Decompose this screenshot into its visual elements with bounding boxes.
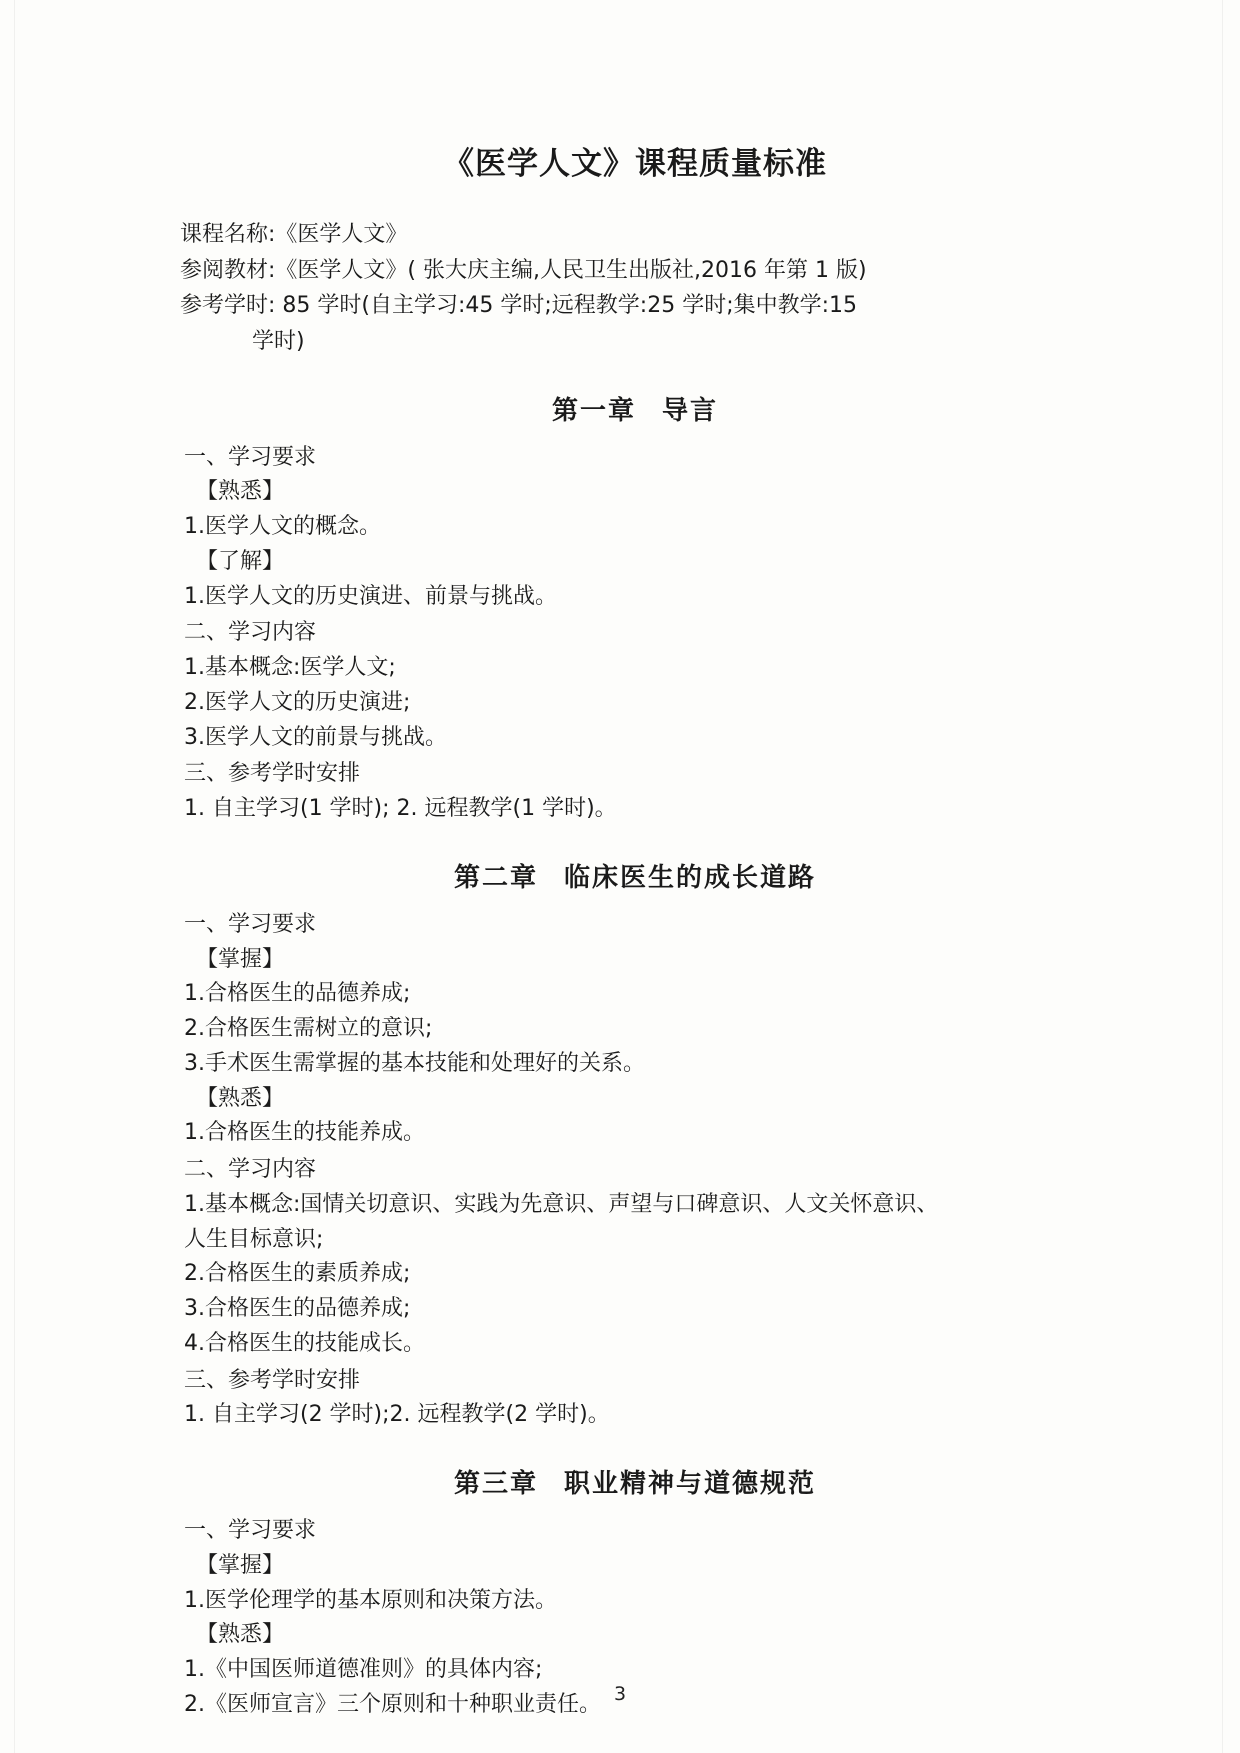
page-title: 《医学人文》课程质量标准	[443, 146, 827, 182]
scan-artifact-left	[14, 0, 15, 1753]
chapter-1-block-10: 1. 自主学习(1 学时); 2. 远程教学(1 学时)。	[184, 796, 617, 821]
chapter-1-block-7: 2.医学人文的历史演进;	[184, 689, 411, 715]
chapter-3-title	[180, 1463, 1090, 1500]
chapter-1-block-6: 1.基本概念:医学人文;	[184, 655, 396, 680]
meta-textbook: 参阅教材:《医学人文》( 张大庆主编,人民卫生出版社,2016 年第 1 版)	[180, 257, 867, 283]
meta-hours-cont: 学时)	[252, 328, 305, 354]
chapter-2-block-5: 【熟悉】	[196, 1085, 285, 1111]
chapter-3-block-1: 【掌握】	[196, 1552, 285, 1578]
chapter-2-title	[180, 857, 1090, 894]
chapter-2-block-13: 三、参考学时安排	[184, 1367, 361, 1393]
chapter-1-block-3: 【了解】	[196, 548, 285, 574]
scan-artifact-right	[1222, 0, 1223, 1753]
chapter-2-block-2: 1.合格医生的品德养成;	[184, 981, 411, 1007]
chapter-2-name: 临床医生的成长道路	[564, 862, 817, 893]
chapter-3-block-3: 【熟悉】	[196, 1622, 285, 1648]
chapter-3-block-5: 2.《医师宣言》三个原则和十种职业责任。	[184, 1691, 601, 1717]
course-meta	[180, 217, 1090, 360]
chapter-2	[180, 857, 1090, 1433]
meta-course-name: 课程名称:《医学人文》	[180, 222, 408, 247]
meta-hours: 参考学时: 85 学时(自主学习:45 学时;远程教学:25 学时;集中教学:15	[180, 293, 858, 319]
chapter-2-block-7: 二、学习内容	[184, 1157, 317, 1182]
chapter-2-block-8: 1.基本概念:国情关切意识、实践为先意识、声望与口碑意识、人文关怀意识、	[184, 1191, 939, 1217]
chapter-2-block-6: 1.合格医生的技能养成。	[184, 1120, 425, 1146]
chapter-1-name: 导言	[662, 395, 719, 426]
chapter-2-block-3: 2.合格医生需树立的意识;	[184, 1016, 433, 1041]
chapter-1-number: 第一章	[551, 395, 636, 426]
chapter-1	[180, 390, 1090, 827]
chapter-1-block-2: 1.医学人文的概念。	[184, 514, 381, 539]
chapter-1-block-9: 三、参考学时安排	[184, 761, 361, 787]
chapter-1-title	[180, 390, 1090, 427]
chapter-1-block-4: 1.医学人文的历史演进、前景与挑战。	[184, 583, 557, 609]
chapter-2-block-11: 3.合格医生的品德养成;	[184, 1296, 411, 1321]
chapter-1-block-1: 【熟悉】	[196, 479, 285, 505]
chapter-3-block-2: 1.医学伦理学的基本原则和决策方法。	[184, 1587, 557, 1613]
chapter-2-block-4: 3.手术医生需掌握的基本技能和处理好的关系。	[184, 1050, 645, 1076]
chapter-2-block-10: 2.合格医生的素质养成;	[184, 1261, 411, 1287]
chapter-1-block-0: 一、学习要求	[184, 444, 317, 470]
chapter-3-number: 第三章	[453, 1469, 538, 1499]
chapter-1-block-5: 二、学习内容	[184, 620, 317, 646]
chapter-2-block-14: 1. 自主学习(2 学时);2. 远程教学(2 学时)。	[184, 1402, 610, 1428]
chapter-2-block-12: 4.合格医生的技能成长。	[184, 1330, 425, 1356]
page-number: 3	[613, 1683, 627, 1705]
chapter-2-number: 第二章	[453, 862, 538, 893]
chapter-2-block-0: 一、学习要求	[184, 911, 317, 937]
chapter-2-block-1: 【掌握】	[196, 946, 285, 972]
chapter-1-block-8: 3.医学人文的前景与挑战。	[184, 724, 447, 750]
chapter-3-block-4: 1.《中国医师道德准则》的具体内容;	[184, 1657, 543, 1682]
chapter-2-block-9: 人生目标意识;	[184, 1226, 324, 1252]
chapter-3-block-0: 一、学习要求	[184, 1518, 317, 1543]
chapter-3-name: 职业精神与道德规范	[564, 1469, 817, 1499]
